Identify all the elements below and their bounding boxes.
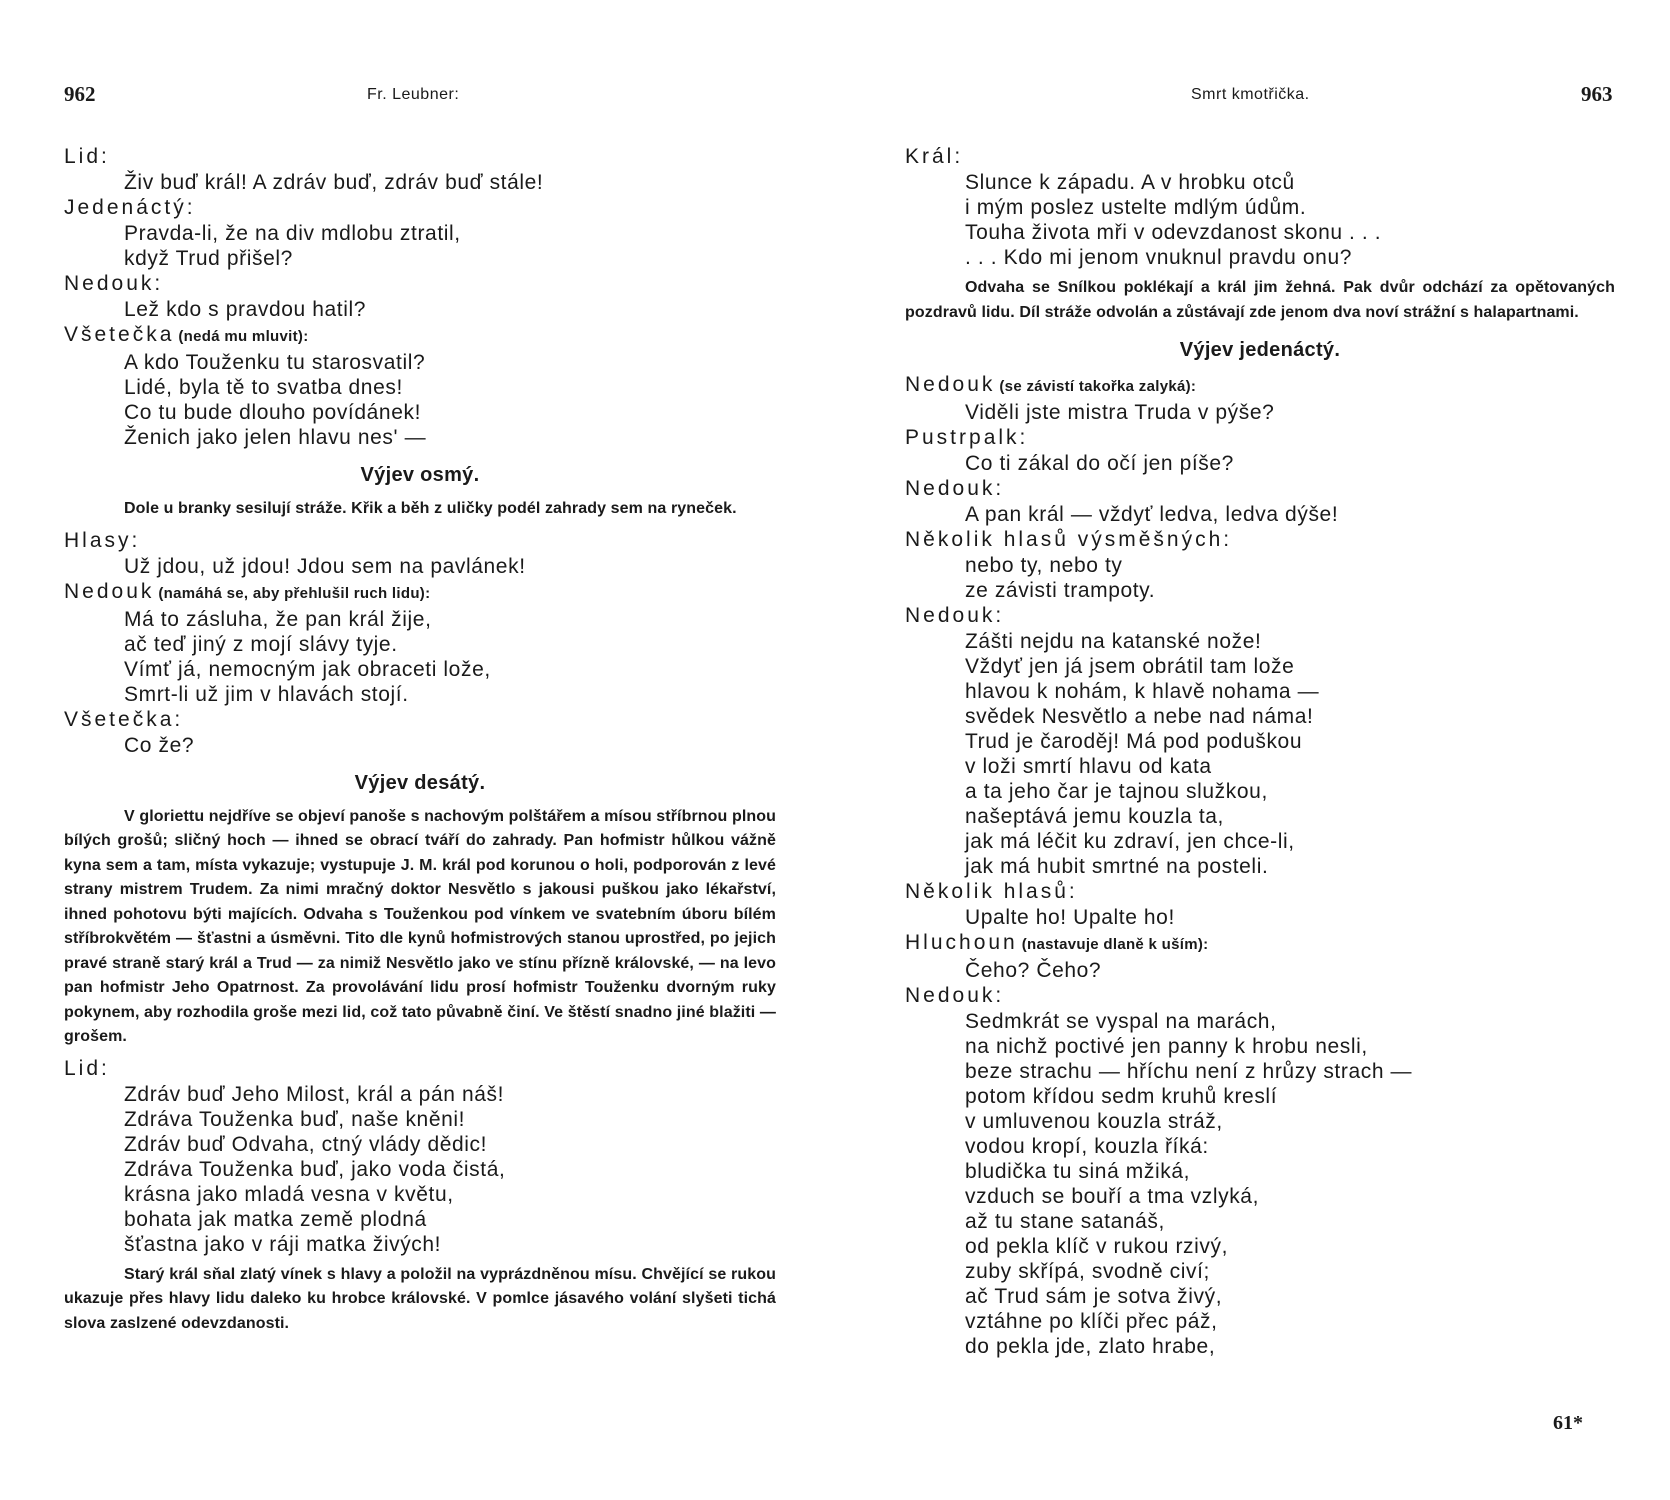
verse-line: A kdo Touženku tu starosvatil?: [124, 351, 426, 374]
verse-block: [905, 629, 1615, 879]
verse-line: Touha života mři v odevzdanost skonu . . .: [965, 221, 1382, 244]
running-head: Smrt kmotřička.: [1191, 86, 1310, 103]
verse-line: potom křídou sedm kruhů kreslí: [965, 1085, 1278, 1108]
stage-direction-inline: (se závistí takořka zalyká):: [999, 378, 1197, 395]
page-body: [64, 144, 776, 1342]
verse-block: [905, 553, 1615, 603]
verse-line: ze závisti trampoty.: [965, 579, 1156, 602]
speaker-label: [905, 372, 1615, 400]
verse-line: až tu stane satanáš,: [965, 1210, 1165, 1233]
verse-line: Co tu bude dlouho povídánek!: [124, 401, 422, 424]
verse-line: ač Trud sám je sotva živý,: [965, 1285, 1223, 1308]
speaker-label: [64, 271, 776, 297]
verse-line: Co ti zákal do očí jen píše?: [965, 452, 1234, 475]
verse-line: vodou kropí, kouzla říká:: [965, 1135, 1209, 1158]
verse-line: do pekla jde, zlato hrabe,: [965, 1335, 1216, 1358]
stage-direction: V gloriettu nejdříve se objeví panoše s nachovým polštářem a mísou stříbrnou plnou bílých grošů; sličný hoch — ihned se obrací tváří do zahrady. Pan hofmistr hůlkou vážně kyna sem a tam, místa vykazuje; vystupuje J. M. král pod korunou o holi, podporován z levé strany mistrem Trudem. Za nimi mračný doktor Nesvětlo s jakousi puškou jako lékařství, ihned pohotovu býti majících. Odvaha s Touženkou pod vínkem ve svatebním úboru bílém stříbrokvětém — šťastni a úsměvni. Tito dle kynů hofmistrových stanou uprostřed, po jejich pravé straně starý král a Trud — za nimiž Nesvětlo jako ve stínu přízně královské, — na levo pan hofmistr Jeho Opatrnost. Za provolávání lidu prosí hofmistr Touženku dvorným ruky pokynem, aby rozhodila groše mezi lid, což tato půvabně činí. Ve štěstí snadno jiné blažiti — grošem.: [64, 807, 776, 1045]
verse-block: [64, 607, 776, 707]
verse-line: Slunce k západu. A v hrobku otců: [965, 171, 1295, 194]
speaker-label: [64, 322, 776, 350]
speaker-name: Všetečka: [64, 323, 175, 346]
speaker-name: Hlasy:: [64, 528, 141, 552]
verse-line: Zdráva Touženka buď, naše kněni!: [124, 1107, 466, 1131]
verse-line: Živ buď král! A zdráv buď, zdráv buď stále!: [124, 171, 544, 194]
speaker-name: Nedouk:: [905, 984, 1005, 1007]
verse-block: [905, 400, 1615, 425]
verse-line: Zdráva Touženka buď, jako voda čistá,: [124, 1157, 506, 1181]
verse-block: [64, 554, 776, 579]
stage-direction: Starý král sňal zlatý vínek s hlavy a položil na vyprázdněnou mísu. Chvějící se rukou ukazuje přes hlavy lidu daleko ku hrobce královské. V pomlce jásavého volání slyšeti tichá slova zaslzené odevzdanosti.: [64, 1265, 776, 1332]
speaker-name: Pustrpalk:: [905, 426, 1029, 449]
verse-block: [905, 1009, 1615, 1359]
verse-line: Zdráv buď Jeho Milost, král a pán náš!: [124, 1082, 505, 1106]
scene-heading: Výjev jedenáctý.: [1179, 339, 1341, 361]
verse-line: Vímť já, nemocným jak obraceti lože,: [124, 657, 491, 681]
speaker-label: [64, 1056, 776, 1082]
speaker-name: Nedouk: [64, 579, 155, 603]
speaker-name: Hluchoun: [905, 931, 1018, 954]
verse-line: Sedmkrát se vyspal na marách,: [965, 1010, 1277, 1033]
page-number: 963: [1581, 82, 1613, 106]
speaker-label: [905, 603, 1615, 629]
verse-line: v loži smrtí hlavu od kata: [965, 755, 1212, 778]
speaker-label: [64, 579, 776, 607]
verse-line: našeptává jemu kouzla ta,: [965, 805, 1224, 828]
speaker-name: Nedouk:: [905, 477, 1005, 500]
speaker-name: Všetečka:: [64, 707, 184, 731]
verse-line: ač teď jiný z mojí slávy tyje.: [124, 632, 398, 656]
verse-line: Pravda-li, že na div mdlobu ztratil,: [124, 222, 461, 245]
verse-line: Trud je čaroděj! Má pod poduškou: [965, 730, 1303, 753]
verse-line: Smrt-li už jim v hlavách stojí.: [124, 682, 409, 706]
verse-block: [905, 170, 1615, 270]
verse-block: [64, 1082, 776, 1257]
speaker-label: [905, 527, 1615, 553]
verse-block: [905, 451, 1615, 476]
verse-block: [64, 350, 776, 450]
verse-line: svědek Nesvětlo a nebe nad náma!: [965, 705, 1314, 728]
speaker-label: [64, 195, 776, 221]
right-page: [835, 0, 1670, 1500]
speaker-label: [64, 707, 776, 733]
verse-line: Už jdou, už jdou! Jdou sem na pavlánek!: [124, 554, 526, 578]
verse-line: vzduch se bouří a tma vzlyká,: [965, 1185, 1260, 1208]
verse-line: nebo ty, nebo ty: [965, 554, 1123, 577]
speaker-label: [905, 144, 1615, 170]
stage-direction-inline: (nastavuje dlaně k uším):: [1021, 936, 1209, 953]
speaker-name: Nedouk: [905, 373, 996, 396]
verse-line: A pan král — vždyť ledva, ledva dýše!: [965, 503, 1339, 526]
verse-line: od pekla klíč v rukou rzivý,: [965, 1235, 1229, 1258]
verse-line: Co že?: [124, 733, 195, 757]
verse-line: i mým poslez ustelte mdlým údům.: [965, 196, 1307, 219]
stage-direction: Odvaha se Snílkou poklékají a král jim žehná. Pak dvůr odchází za opětovaných pozdravů lidu. Díl stráže odvolán a zůstávají zde jenom dva noví strážní s halapartnami.: [905, 279, 1615, 321]
page-number: 962: [64, 82, 96, 106]
speaker-name: Jedenáctý:: [64, 196, 196, 219]
verse-block: [64, 733, 776, 758]
scene-heading: Výjev osmý.: [360, 464, 480, 486]
speaker-label: [905, 476, 1615, 502]
verse-line: vztáhne po klíči přec páž,: [965, 1310, 1218, 1333]
speaker-name: Nedouk:: [64, 272, 164, 295]
verse-block: [64, 297, 776, 322]
stage-direction-inline: (namáhá se, aby přehlušil ruch lidu):: [158, 584, 431, 602]
verse-line: a ta jeho čar je tajnou služkou,: [965, 780, 1268, 803]
speaker-name: Několik hlasů výsměšných:: [905, 528, 1233, 551]
verse-line: na nichž poctivé jen panny k hrobu nesli,: [965, 1035, 1368, 1058]
speaker-name: Lid:: [64, 1056, 110, 1080]
verse-line: Lidé, byla tě to svatba dnes!: [124, 376, 403, 399]
stage-direction: Dole u branky sesilují stráže. Křik a běh z uličky podél zahrady sem na ryneček.: [124, 500, 737, 517]
verse-line: Viděli jste mistra Truda v pýše?: [965, 401, 1275, 424]
speaker-label: [64, 528, 776, 554]
verse-line: šťastna jako v ráji matka živých!: [124, 1232, 442, 1256]
speaker-name: Nedouk:: [905, 604, 1005, 627]
speaker-name: Král:: [905, 145, 964, 168]
verse-block: [905, 502, 1615, 527]
verse-line: Ženich jako jelen hlavu nes' —: [124, 426, 427, 449]
running-head: Fr. Leubner:: [367, 86, 460, 103]
verse-line: Lež kdo s pravdou hatil?: [124, 298, 367, 321]
verse-block: [64, 170, 776, 195]
verse-line: jak má léčit ku zdraví, jen chce-li,: [965, 830, 1295, 853]
speaker-label: [905, 983, 1615, 1009]
verse-block: [64, 221, 776, 271]
speaker-label: [905, 930, 1615, 958]
verse-line: bohata jak matka země plodná: [124, 1207, 427, 1231]
verse-line: bludička tu siná mžiká,: [965, 1160, 1191, 1183]
verse-line: Má to zásluha, že pan král žije,: [124, 607, 432, 631]
verse-line: . . . Kdo mi jenom vnuknul pravdu onu?: [965, 246, 1353, 269]
verse-line: když Trud přišel?: [124, 247, 293, 270]
page-body: [905, 144, 1615, 1359]
stage-direction-inline: (nedá mu mluvit):: [178, 328, 309, 345]
verse-line: jak má hubit smrtné na posteli.: [965, 855, 1269, 878]
signature-mark: 61*: [1553, 1412, 1583, 1434]
scene-heading: Výjev desátý.: [354, 771, 486, 794]
verse-line: krásna jako mladá vesna v květu,: [124, 1182, 454, 1206]
speaker-label: [905, 879, 1615, 905]
verse-line: Zdráv buď Odvaha, ctný vlády dědic!: [124, 1132, 488, 1156]
speaker-label: [64, 144, 776, 170]
verse-line: zuby skřípá, svodně civí;: [965, 1260, 1210, 1283]
verse-block: [905, 958, 1615, 983]
verse-block: [905, 905, 1615, 930]
verse-line: Zášti nejdu na katanské nože!: [965, 630, 1262, 653]
verse-line: hlavou k nohám, k hlavě nohama —: [965, 680, 1320, 703]
verse-line: Upalte ho! Upalte ho!: [965, 906, 1175, 929]
verse-line: v umluvenou kouzla stráž,: [965, 1110, 1223, 1133]
verse-line: Čeho? Čeho?: [965, 959, 1102, 982]
verse-line: beze strachu — hříchu není z hrůzy strach —: [965, 1060, 1413, 1083]
verse-line: Vždyť jen já jsem obrátil tam lože: [965, 655, 1295, 678]
speaker-name: Lid:: [64, 145, 110, 168]
speaker-label: [905, 425, 1615, 451]
speaker-name: Několik hlasů:: [905, 880, 1078, 903]
